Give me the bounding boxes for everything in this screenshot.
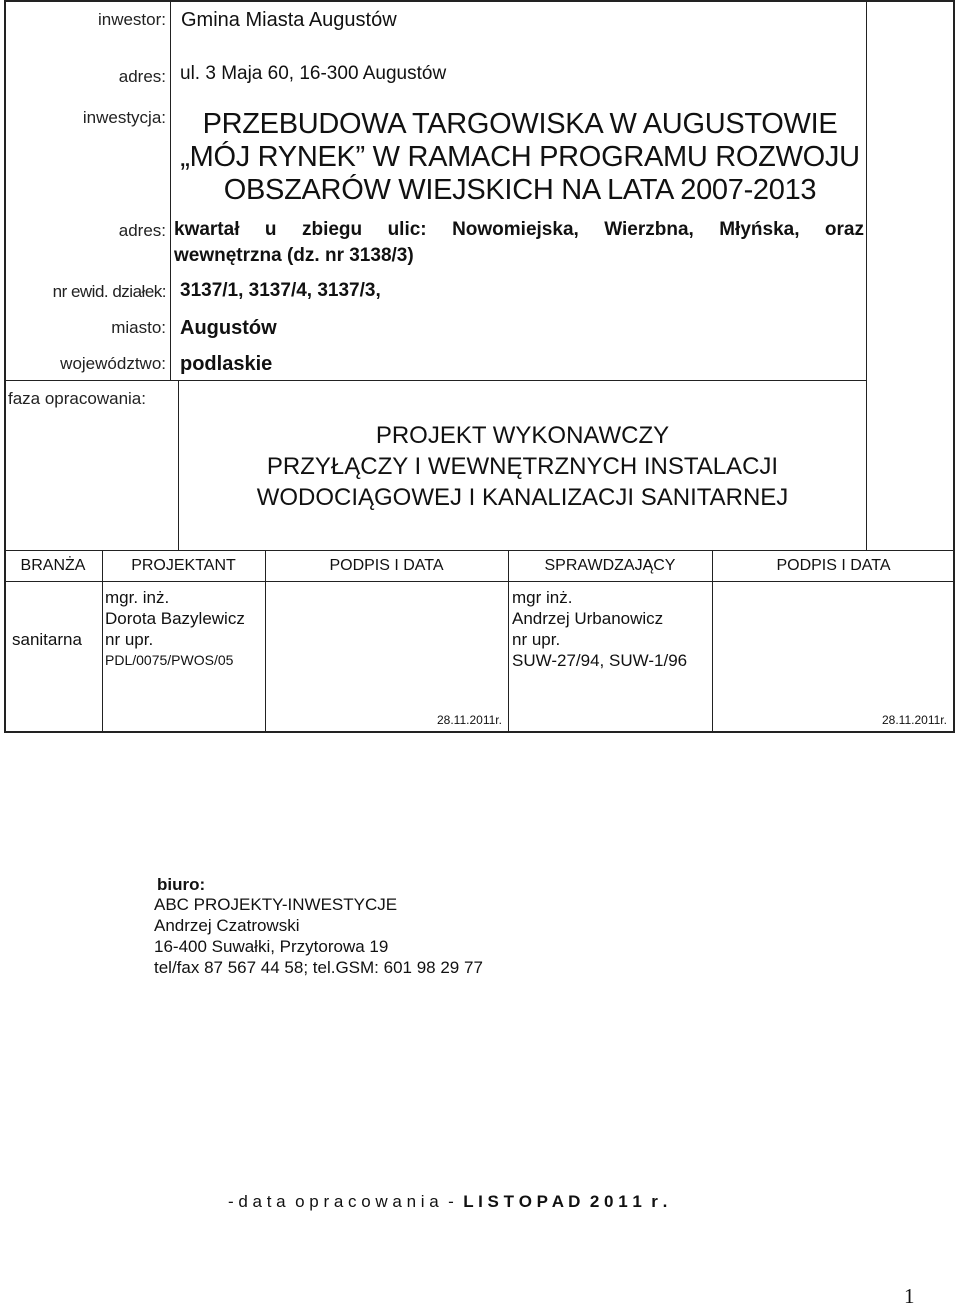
office-line-3: 16-400 Suwałki, Przytorowa 19 bbox=[154, 937, 389, 956]
office-line-2: Andrzej Czatrowski bbox=[154, 916, 300, 935]
checker-license: SUW-27/94, SUW-1/96 bbox=[512, 651, 688, 670]
voivodeship-label: województwo: bbox=[60, 354, 166, 373]
designer-title: mgr. inż. bbox=[105, 588, 170, 607]
header-checker-signature: PODPIS I DATA bbox=[776, 557, 891, 574]
table-col-1 bbox=[102, 550, 103, 733]
office-line-1: ABC PROJEKTY-INWESTYCJE bbox=[154, 895, 398, 914]
label-column-divider bbox=[170, 0, 171, 380]
office-line-4: tel/fax 87 567 44 58; tel.GSM: 601 98 29 77 bbox=[154, 958, 483, 977]
site-address-line-1: kwartał u zbiegu ulic: Nowomiejska, Wierzbna, Młyńska, oraz bbox=[174, 219, 864, 240]
table-col-2 bbox=[265, 550, 266, 733]
voivodeship-value: podlaskie bbox=[180, 353, 273, 375]
investor-address-value: ul. 3 Maja 60, 16-300 Augustów bbox=[180, 63, 447, 84]
header-designer-signature: PODPIS I DATA bbox=[329, 557, 444, 574]
checker-name: Andrzej Urbanowicz bbox=[512, 609, 664, 628]
phase-label: faza opracowania: bbox=[8, 389, 146, 408]
branch-cell: sanitarna bbox=[12, 630, 82, 649]
city-value: Augustów bbox=[180, 317, 277, 339]
phase-line-2: PRZYŁĄCZY I WEWNĘTRZNYCH INSTALACJI bbox=[266, 453, 779, 480]
page-number: 1 bbox=[904, 1284, 915, 1308]
footer-date-text: - d a t a o p r a c o w a n i a - bbox=[228, 1192, 464, 1211]
site-address-label: adres: bbox=[118, 221, 166, 240]
header-designer: PROJEKTANT bbox=[131, 557, 236, 574]
investment-title-line-3: OBSZARÓW WIEJSKICH NA LATA 2007-2013 bbox=[223, 174, 817, 206]
investment-title-line-2: „MÓJ RYNEK” W RAMACH PROGRAMU ROZWOJU bbox=[180, 141, 860, 173]
investor-label: inwestor: bbox=[97, 10, 166, 29]
parcels-label: nr ewid. działek: bbox=[52, 282, 166, 301]
investor-address-label: adres: bbox=[118, 67, 166, 86]
checker-title: mgr inż. bbox=[512, 588, 573, 607]
parcels-value: 3137/1, 3137/4, 3137/3, bbox=[180, 280, 381, 301]
table-col-4 bbox=[712, 550, 713, 733]
designer-license-label: nr upr. bbox=[105, 630, 154, 649]
office-label: biuro: bbox=[157, 875, 206, 894]
city-label: miasto: bbox=[111, 318, 166, 337]
designer-name: Dorota Bazylewicz bbox=[105, 609, 245, 628]
designer-license: PDL/0075/PWOS/05 bbox=[105, 652, 234, 668]
investment-label: inwestycja: bbox=[82, 108, 166, 127]
table-col-3 bbox=[508, 550, 509, 733]
designer-date: 28.11.2011r. bbox=[437, 713, 502, 727]
right-column-divider bbox=[866, 0, 867, 550]
header-branch: BRANŻA bbox=[20, 557, 86, 574]
investor-value: Gmina Miasta Augustów bbox=[181, 9, 397, 31]
checker-date: 28.11.2011r. bbox=[882, 713, 947, 727]
table-top-line bbox=[4, 550, 955, 551]
site-address-line-2: wewnętrzna (dz. nr 3138/3) bbox=[174, 245, 414, 266]
table-header-line bbox=[4, 581, 955, 582]
footer-date-line bbox=[228, 1192, 667, 1212]
phase-line-3: WODOCIĄGOWEJ I KANALIZACJI SANITARNEJ bbox=[256, 484, 789, 511]
phase-top-divider bbox=[4, 380, 866, 381]
footer-date-value: L I S T O P A D 2 0 1 1 r . bbox=[463, 1192, 668, 1211]
header-checker: SPRAWDZAJĄCY bbox=[544, 557, 676, 574]
phase-line-1: PROJEKT WYKONAWCZY bbox=[375, 422, 670, 449]
checker-license-label: nr upr. bbox=[512, 630, 561, 649]
investment-title-line-1: PRZEBUDOWA TARGOWISKA W AUGUSTOWIE bbox=[202, 108, 838, 140]
